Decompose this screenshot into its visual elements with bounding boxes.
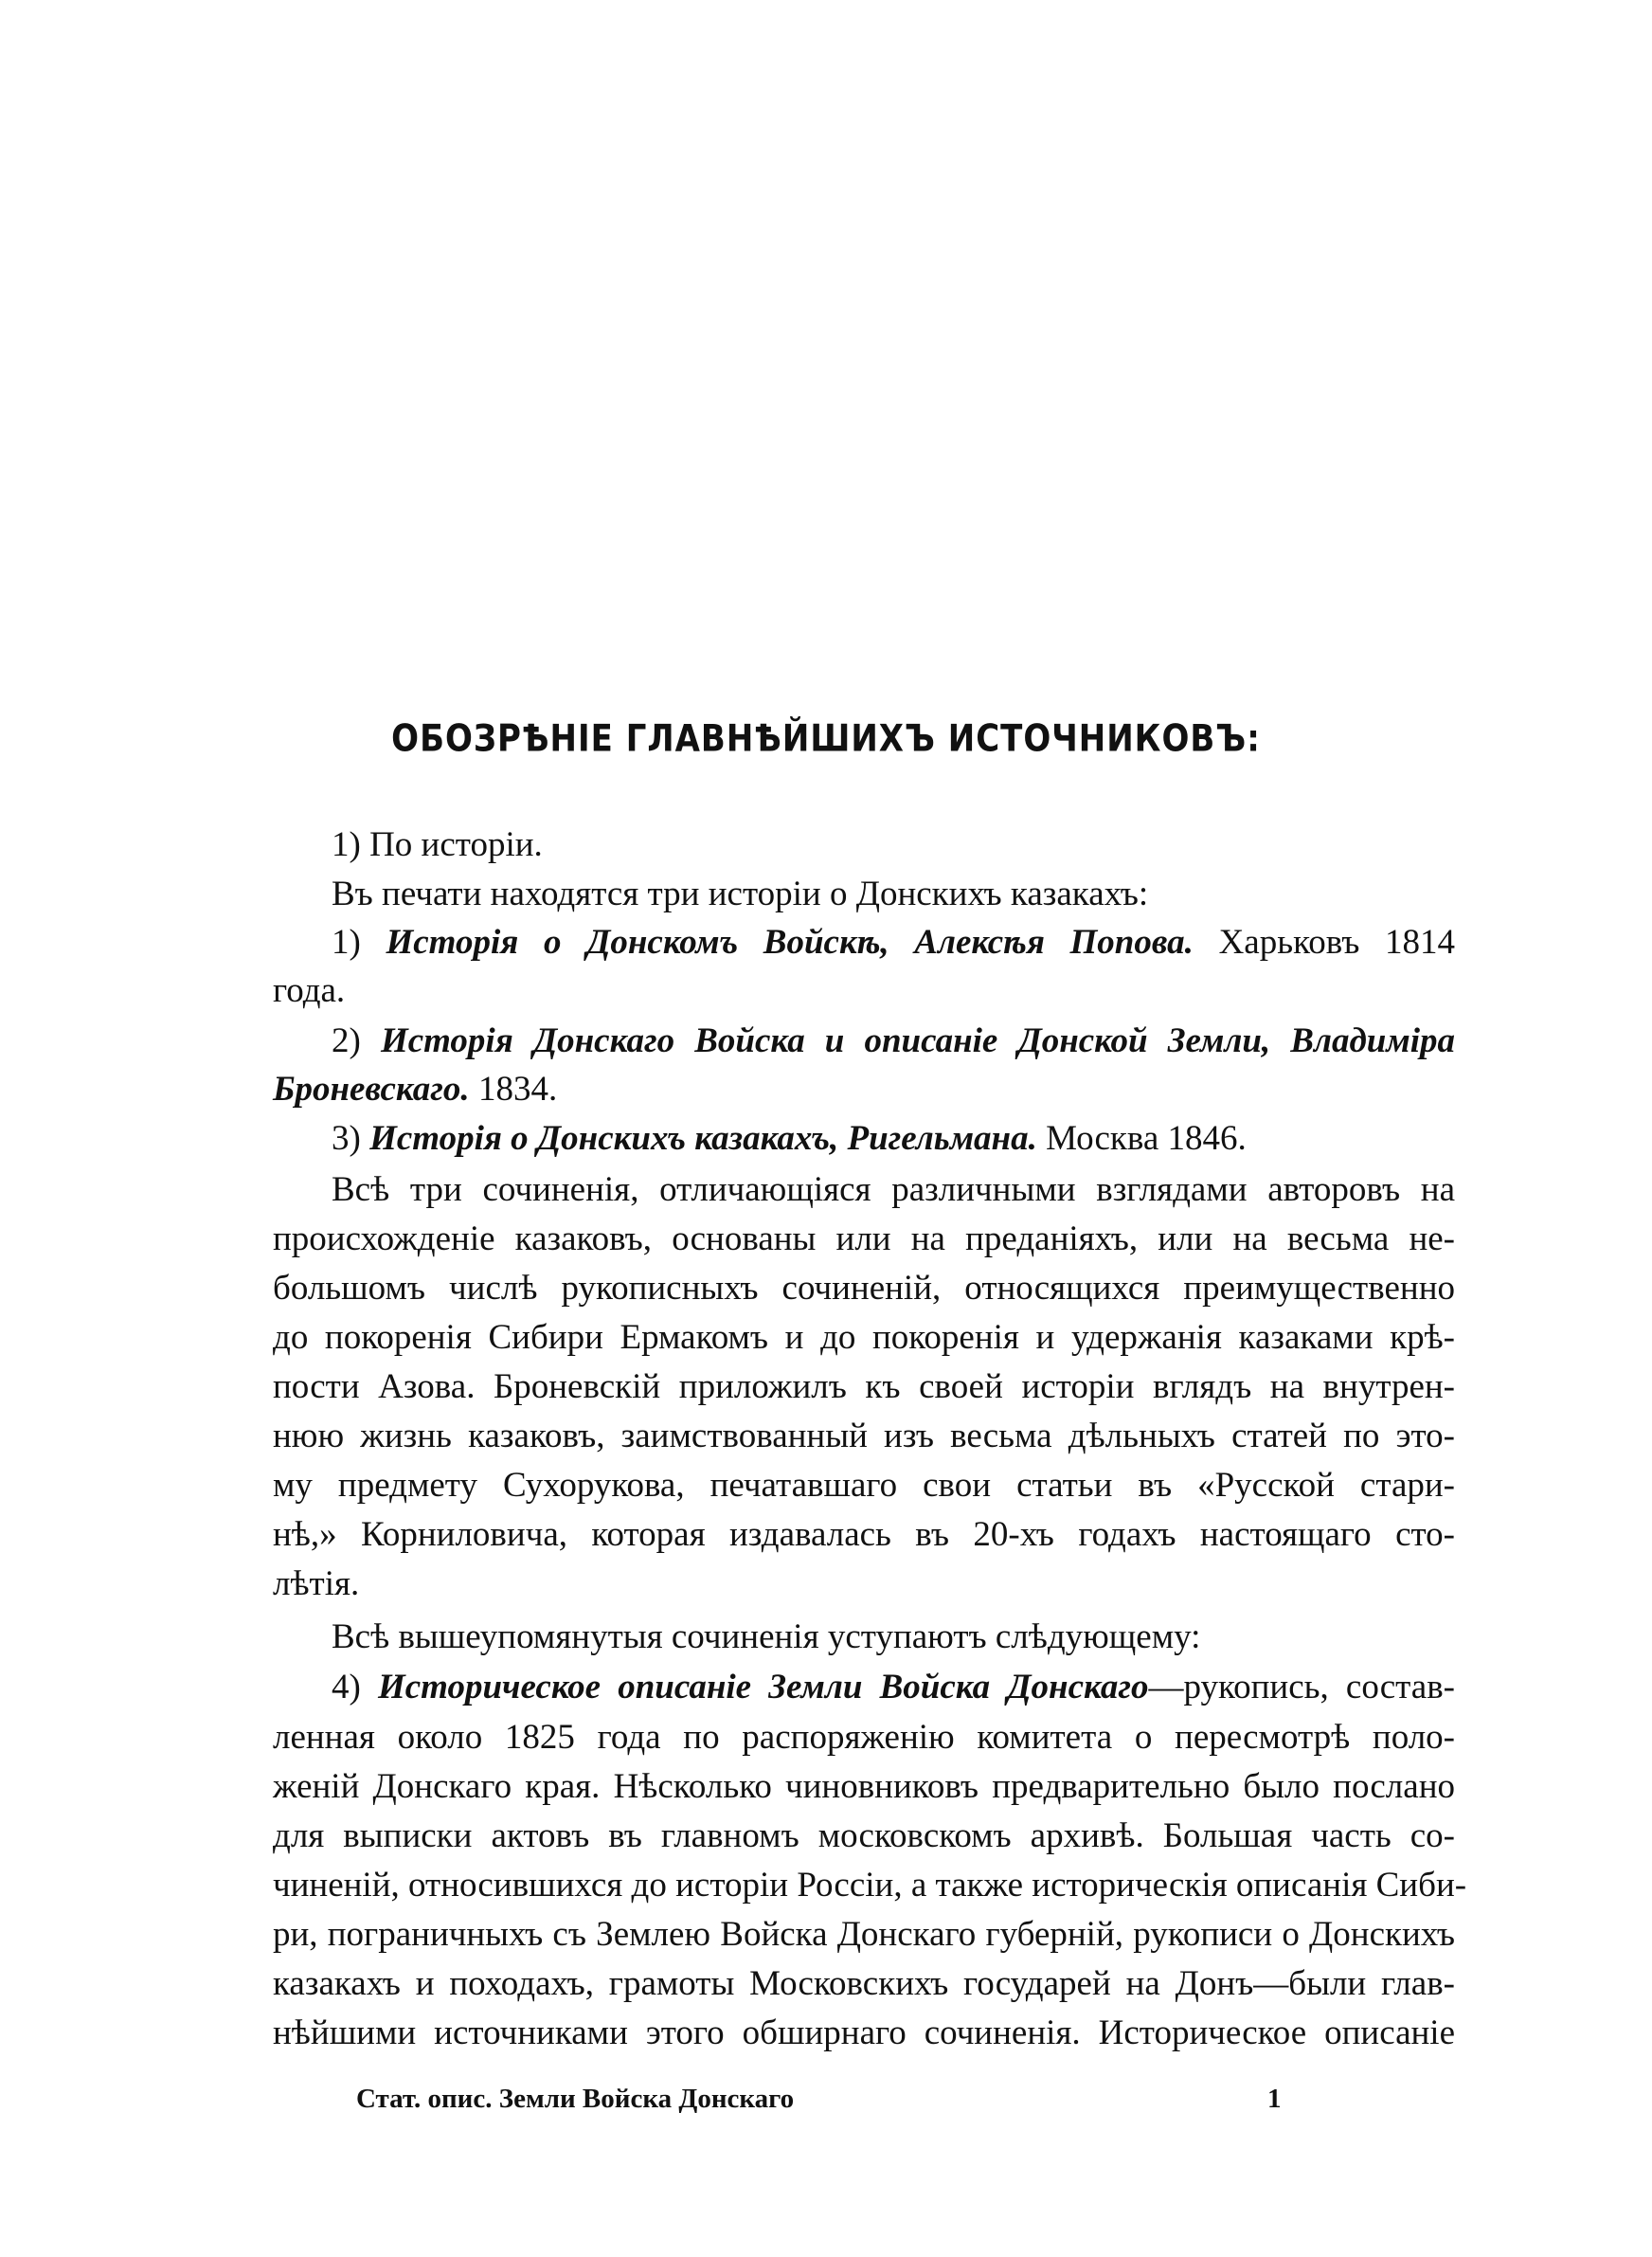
source-2 xyxy=(332,1019,1455,1064)
paragraph-1-line: нѣ,» Корниловича, которая издавалась въ 20-хъ годахъ настоящаго сто- xyxy=(273,1515,1455,1554)
source-details: Харьковъ 1814 xyxy=(1218,923,1456,962)
paragraph-2-line: чиненій, относившихся до исторіи Россіи, а также историческія описанія Сиби- xyxy=(273,1866,1467,1905)
source-3 xyxy=(332,1116,1455,1162)
paragraph-1-line: пости Азова. Броневскій приложилъ къ своей исторіи вглядъ на внутрен- xyxy=(273,1367,1455,1406)
source-details: 1834. xyxy=(477,1070,558,1109)
source-2-continuation xyxy=(273,1067,1455,1112)
paragraph-2-line: женій Донскаго края. Нѣсколько чиновниковъ предварительно было послано xyxy=(273,1767,1455,1806)
paragraph-2-line: для выписки актовъ въ главномъ московскомъ архивѣ. Большая часть со- xyxy=(273,1816,1455,1855)
paragraph-2-line: нѣйшими источниками этого обширнаго сочиненія. Историческое описаніе xyxy=(273,2013,1455,2052)
page-heading: ОБОЗРѢНІЕ ГЛАВНѢЙШИХЪ ИСТОЧНИКОВЪ: xyxy=(391,717,1261,761)
paragraph-1-line: Всѣ три сочиненія, отличающіяся различными взглядами авторовъ на xyxy=(332,1170,1455,1209)
source-title: Исторія о Донскомъ Войскѣ, Алексѣя Попова. xyxy=(386,923,1194,962)
source-details: —рукопись, состав- xyxy=(1148,1668,1455,1706)
source-number: 1) xyxy=(332,923,361,962)
sheet-number: 1 xyxy=(1267,2084,1282,2114)
signature-line: Стат. опис. Земли Войска Донскаго xyxy=(356,2084,795,2114)
paragraph-2-line: ленная около 1825 года по распоряженію комитета о пересмотрѣ поло- xyxy=(273,1718,1455,1757)
source-1-continuation: года. xyxy=(273,971,346,1010)
source-number: 2) xyxy=(332,1021,361,1060)
source-details: Москва 1846. xyxy=(1046,1119,1247,1158)
paragraph-1-line: большомъ числѣ рукописныхъ сочиненій, относящихся преимущественно xyxy=(273,1269,1455,1308)
paragraph-1-line: нюю жизнь казаковъ, заимствованный изъ весьма дѣльныхъ статей по это- xyxy=(273,1417,1455,1455)
source-4 xyxy=(332,1665,1455,1710)
intro-line: Въ печати находятся три исторіи о Донскихъ казакахъ: xyxy=(332,875,1149,913)
source-1 xyxy=(332,920,1455,966)
transition-line: Всѣ вышеупомянутыя сочиненія уступаютъ слѣдующему: xyxy=(332,1617,1201,1656)
source-title: Исторія Донскаго Войска и описаніе Донской Земли, Владиміра xyxy=(380,1021,1456,1060)
paragraph-1-line: до покоренія Сибири Ермакомъ и до покоренія и удержанія казаками крѣ- xyxy=(273,1318,1455,1357)
source-title: Исторія о Донскихъ казакахъ, Ригельмана. xyxy=(369,1119,1037,1158)
paragraph-1-line: лѣтія. xyxy=(273,1564,360,1603)
source-title-continuation: Броневскаго. xyxy=(273,1070,470,1109)
paragraph-2-line: ри, пограничныхъ съ Землею Войска Донскаго губерній, рукописи о Донскихъ xyxy=(273,1915,1455,1954)
section-label: 1) По исторіи. xyxy=(332,825,543,864)
paragraph-2-line: казакахъ и походахъ, грамоты Московскихъ государей на Донъ—были глав- xyxy=(273,1964,1455,2003)
paragraph-1-line: му предмету Сухорукова, печатавшаго свои статьи въ «Русской стари- xyxy=(273,1466,1455,1505)
source-number: 3) xyxy=(332,1119,361,1158)
source-title: Историческое описаніе Земли Войска Донскаго xyxy=(377,1668,1149,1706)
source-number: 4) xyxy=(332,1668,361,1706)
paragraph-1-line: происхожденіе казаковъ, основаны или на преданіяхъ, или на весьма не- xyxy=(273,1219,1455,1258)
